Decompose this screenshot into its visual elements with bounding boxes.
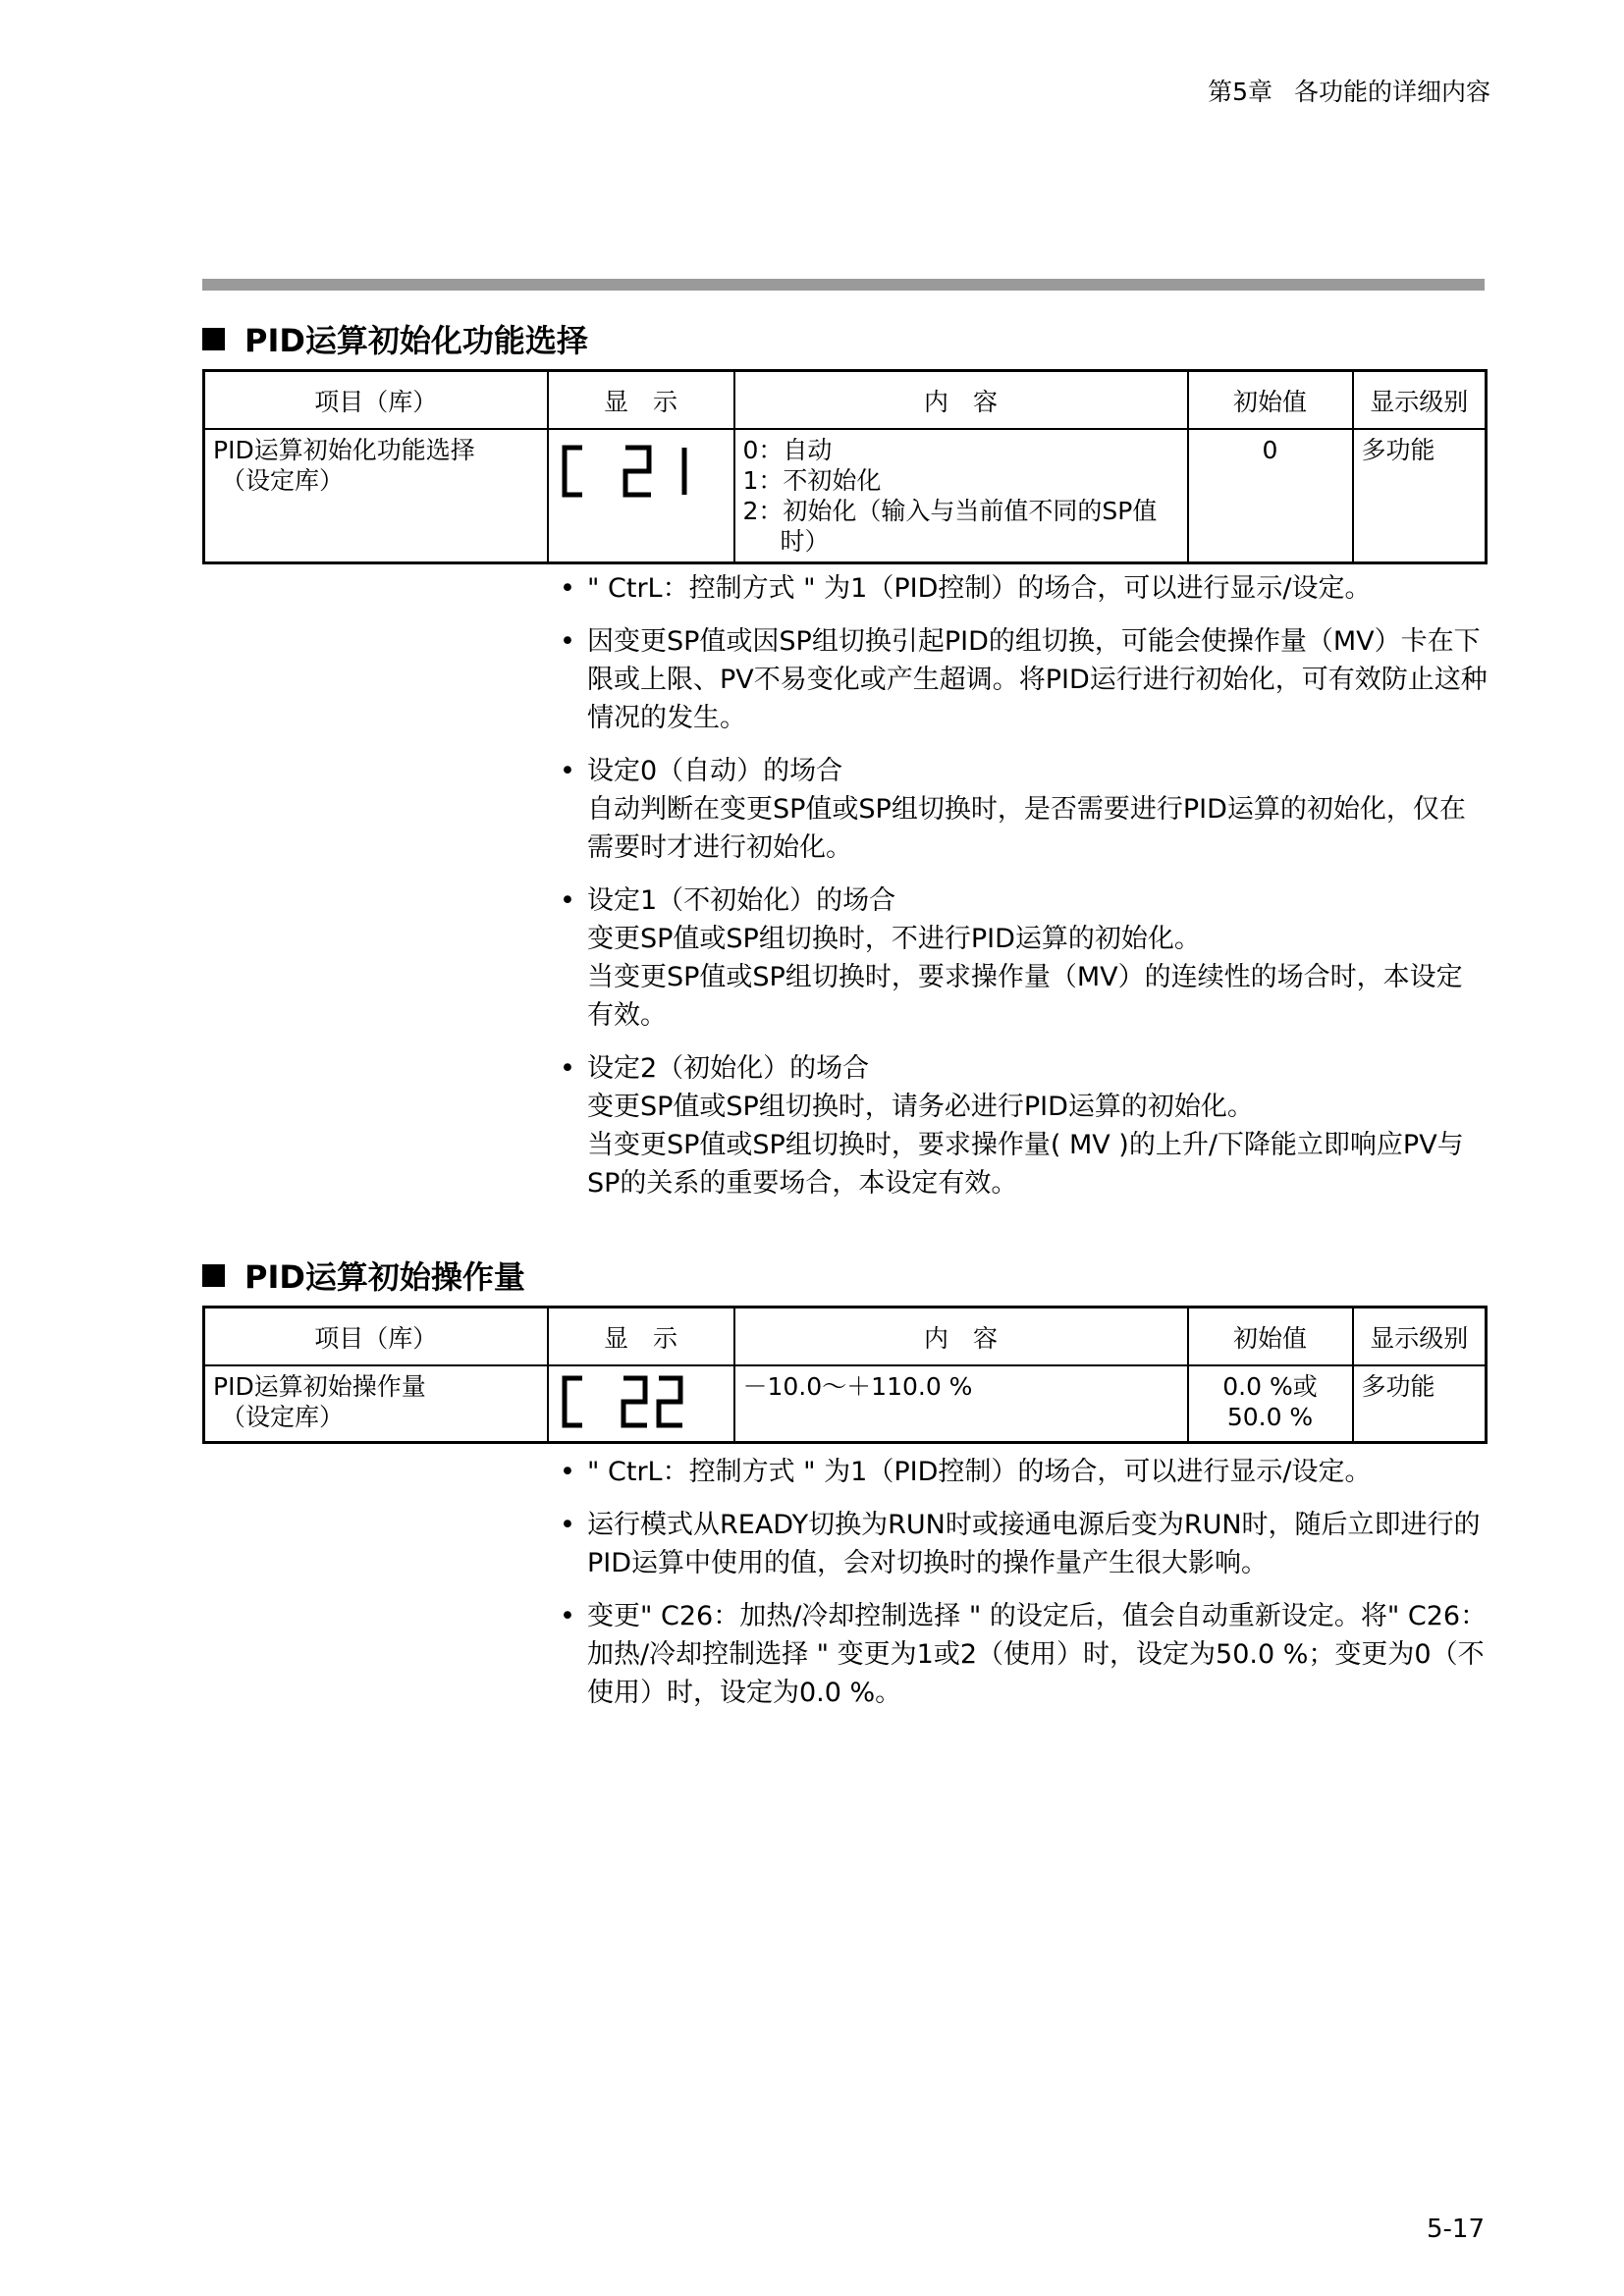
page-number: 5-17 — [1426, 2215, 1485, 2244]
section-heading-pid-init-mv — [202, 1253, 525, 1298]
col-header-item: 项目（库） — [204, 371, 548, 430]
spec-table-pid-init-select — [202, 369, 1488, 564]
item-cell — [204, 1365, 548, 1442]
col-header-level: 显示级别 — [1353, 1308, 1487, 1366]
list-item: • 设定2（初始化）的场合 变更SP值或SP组切换时，请务必进行PID运算的初始化。 当变更SP值或SP组切换时，要求操作量( MV )的上升/下降能立即响应PV与SP的关系的重要场合，本设定有效。 — [556, 1049, 1489, 1202]
section-title: PID运算初始操作量 — [244, 1258, 525, 1296]
list-item: • " CtrL：控制方式 " 为1（PID控制）的场合，可以进行显示/设定。 — [556, 1453, 1489, 1491]
col-header-level: 显示级别 — [1353, 371, 1487, 430]
section-heading-pid-init-select — [202, 316, 588, 361]
list-item: • 运行模式从READY切换为RUN时或接通电源后变为RUN时，随后立即进行的PID运算中使用的值，会对切换时的操作量产生很大影响。 — [556, 1506, 1489, 1582]
display-cell — [548, 429, 734, 563]
notes-list-section2 — [556, 1453, 1489, 1727]
square-bullet-icon — [202, 328, 225, 350]
header-rule — [202, 279, 1485, 291]
spec-table-pid-init-mv — [202, 1306, 1488, 1444]
chapter-number: 第5章 — [1208, 78, 1272, 106]
option-1: 1：不初始化 — [742, 466, 882, 495]
item-cell — [204, 429, 548, 563]
item-bank: （设定库） — [221, 466, 345, 495]
col-header-initial: 初始值 — [1188, 371, 1353, 430]
col-header-display: 显 示 — [548, 371, 734, 430]
option-0: 0：自动 — [742, 436, 833, 464]
display-cell — [548, 1365, 734, 1442]
col-header-content: 内 容 — [734, 1308, 1188, 1366]
segment-display-c22-icon — [555, 1374, 728, 1429]
col-header-item: 项目（库） — [204, 1308, 548, 1366]
content-cell: －10.0～＋110.0 % — [734, 1365, 1188, 1442]
section-title: PID运算初始化功能选择 — [244, 322, 588, 359]
item-name: PID运算初始化功能选择 — [213, 436, 475, 464]
content-cell — [734, 429, 1188, 563]
item-bank: （设定库） — [221, 1403, 345, 1431]
notes-list-section1 — [556, 569, 1489, 1217]
col-header-display: 显 示 — [548, 1308, 734, 1366]
table-row — [204, 1365, 1487, 1442]
list-item: • 变更" C26：加热/冷却控制选择 " 的设定后，值会自动重新设定。将" C26：加热/冷却控制选择 " 变更为1或2（使用）时，设定为50.0 %；变更为0（不使用）时，设定为0.0 %。 — [556, 1597, 1489, 1712]
chapter-header — [1208, 73, 1490, 108]
col-header-content: 内 容 — [734, 371, 1188, 430]
list-item: • 设定1（不初始化）的场合 变更SP值或SP组切换时，不进行PID运算的初始化。 当变更SP值或SP组切换时，要求操作量（MV）的连续性的场合时，本设定有效。 — [556, 881, 1489, 1035]
list-item: • 因变更SP值或因SP组切换引起PID的组切换，可能会使操作量（MV）卡在下限或上限、PV不易变化或产生超调。将PID运行进行初始化，可有效防止这种情况的发生。 — [556, 622, 1489, 737]
item-name: PID运算初始操作量 — [213, 1372, 426, 1401]
segment-display-c21-icon — [555, 442, 728, 501]
table-header-row — [204, 371, 1487, 430]
list-item: • 设定0（自动）的场合 自动判断在变更SP值或SP组切换时，是否需要进行PID运算的初始化，仅在需要时才进行初始化。 — [556, 752, 1489, 867]
list-item: • " CtrL：控制方式 " 为1（PID控制）的场合，可以进行显示/设定。 — [556, 569, 1489, 608]
initial-value-cell: 0.0 %或 50.0 % — [1188, 1365, 1353, 1442]
chapter-title: 各功能的详细内容 — [1293, 78, 1490, 106]
display-level-cell: 多功能 — [1353, 1365, 1487, 1442]
table-header-row — [204, 1308, 1487, 1366]
option-2: 2：初始化（输入与当前值不同的SP值时） — [742, 497, 1158, 556]
square-bullet-icon — [202, 1264, 225, 1287]
display-level-cell: 多功能 — [1353, 429, 1487, 563]
initial-value-cell: 0 — [1188, 429, 1353, 563]
table-row — [204, 429, 1487, 563]
col-header-initial: 初始值 — [1188, 1308, 1353, 1366]
